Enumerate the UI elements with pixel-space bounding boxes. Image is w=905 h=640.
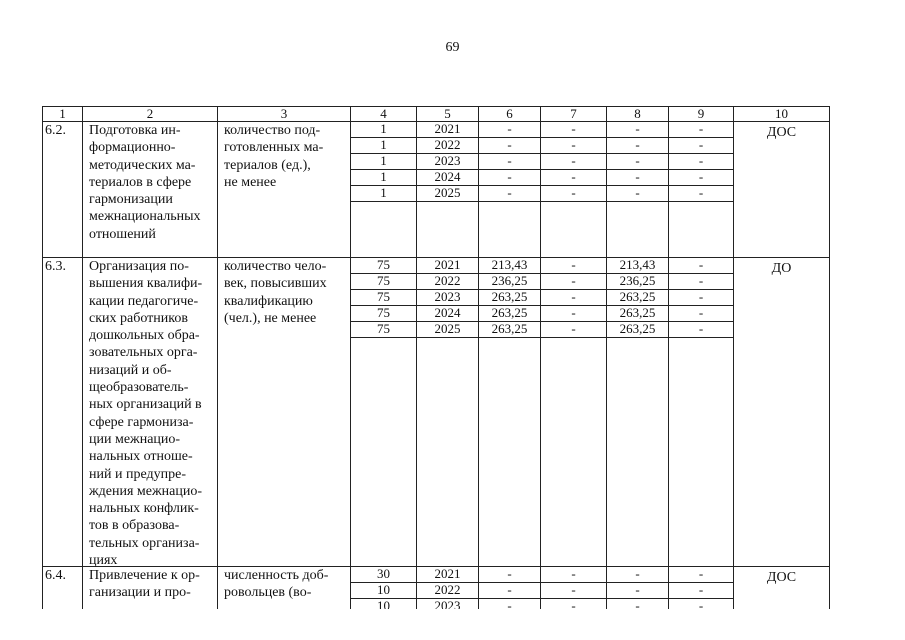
year-column [417,122,479,257]
plan-value: - [479,154,540,170]
col8-value: - [607,170,668,186]
header-cell: 1 [43,107,83,121]
col9-value: - [669,170,733,186]
row-number: 6.3. [43,258,83,566]
plan-value: - [479,138,540,154]
target-value: 1 [351,186,416,202]
header-cell: 7 [541,107,607,121]
col9-value: - [669,599,733,609]
header-cell: 4 [351,107,417,121]
year-value: 2022 [417,138,478,154]
col9-value: - [669,186,733,202]
year-column [417,567,479,609]
responsible-executor: ДОС [766,125,797,140]
row-number: 6.2. [43,122,83,257]
plan-value: 236,25 [479,274,540,290]
col7-value: - [541,258,606,274]
col9-value: - [669,583,733,599]
row-number: 6.4. [43,567,83,609]
plan-column [479,122,541,257]
col8-column [607,567,669,609]
year-value: 2024 [417,170,478,186]
year-value: 2023 [417,154,478,170]
plan-value: - [479,583,540,599]
col8-value: - [607,186,668,202]
target-value: 75 [351,322,416,338]
header-cell: 5 [417,107,479,121]
col8-value: 236,25 [607,274,668,290]
plan-value: - [479,186,540,202]
activity-name: Подготовка ин- формационно- методических ма- териалов в сфере гармонизации межнациональных отношений [83,122,218,257]
year-value: 2025 [417,186,478,202]
program-table [42,106,830,609]
target-value: 30 [351,567,416,583]
table-row [43,258,829,567]
activity-name: Организация по- вышения квалифи- кации педагогиче- ских работников дошкольных обра- зовательных орга- низаций и об- щеобразователь- ных организаций в сфере гармониза- ции межнацио- нальных отноше- ний и предупре- ждения межнацио- нальных конфлик- тов в образова- тельных организа- циях [83,258,218,566]
target-value: 75 [351,258,416,274]
target-value: 75 [351,306,416,322]
activity-name: Привлечение к ор- ганизации и про- [83,567,218,609]
header-cell: 2 [83,107,218,121]
header-cell: 9 [669,107,734,121]
responsible-executor: ДО [771,261,792,276]
col7-value: - [541,322,606,338]
col8-value: - [607,122,668,138]
target-value: 1 [351,138,416,154]
col8-value: 263,25 [607,290,668,306]
col8-value: - [607,138,668,154]
col9-column [669,122,734,257]
col9-column [669,567,734,609]
col7-value: - [541,290,606,306]
header-cell: 6 [479,107,541,121]
indicator-text: численность доб- ровольцев (во- [218,567,351,609]
target-value: 1 [351,154,416,170]
target-value: 1 [351,122,416,138]
col7-column [541,258,607,566]
plan-value: 263,25 [479,290,540,306]
year-value: 2025 [417,322,478,338]
year-value: 2021 [417,567,478,583]
col9-value: - [669,306,733,322]
col9-value: - [669,258,733,274]
target-value: 10 [351,583,416,599]
table-header-row [43,107,829,122]
col9-value: - [669,322,733,338]
col9-column [669,258,734,566]
col7-value: - [541,306,606,322]
target-column [351,567,417,609]
target-value: 1 [351,170,416,186]
plan-value: 263,25 [479,322,540,338]
target-value: 75 [351,290,416,306]
col8-column [607,258,669,566]
col7-column [541,567,607,609]
col9-value: - [669,122,733,138]
col7-value: - [541,122,606,138]
col7-value: - [541,583,606,599]
plan-value: - [479,599,540,609]
col8-value: - [607,599,668,609]
col9-value: - [669,290,733,306]
col8-value: - [607,154,668,170]
year-value: 2023 [417,290,478,306]
col8-value: - [607,567,668,583]
table-row [43,567,829,609]
col8-value: 263,25 [607,306,668,322]
col8-value: 263,25 [607,322,668,338]
col7-value: - [541,186,606,202]
responsible-executor: ДОС [766,570,797,585]
indicator-text: количество под- готовленных ма- териалов (ед.), не менее [218,122,351,257]
indicator-text: количество чело- век, повысивших квалификацию (чел.), не менее [218,258,351,566]
plan-column [479,567,541,609]
year-column [417,258,479,566]
col7-value: - [541,599,606,609]
header-cell: 3 [218,107,351,121]
year-value: 2024 [417,306,478,322]
year-value: 2022 [417,274,478,290]
col7-value: - [541,567,606,583]
year-value: 2022 [417,583,478,599]
target-value: 75 [351,274,416,290]
col9-value: - [669,274,733,290]
col8-value: 213,43 [607,258,668,274]
plan-value: - [479,567,540,583]
plan-column [479,258,541,566]
page-number: 69 [445,40,460,55]
year-value: 2023 [417,599,478,609]
table-row [43,122,829,258]
col7-value: - [541,274,606,290]
year-value: 2021 [417,122,478,138]
col7-value: - [541,170,606,186]
col9-value: - [669,567,733,583]
target-column [351,122,417,257]
col7-value: - [541,138,606,154]
plan-value: - [479,122,540,138]
col7-value: - [541,154,606,170]
col9-value: - [669,154,733,170]
col8-column [607,122,669,257]
col9-value: - [669,138,733,154]
target-column [351,258,417,566]
col7-column [541,122,607,257]
year-value: 2021 [417,258,478,274]
plan-value: - [479,170,540,186]
plan-value: 263,25 [479,306,540,322]
col8-value: - [607,583,668,599]
plan-value: 213,43 [479,258,540,274]
header-cell: 10 [775,106,788,121]
header-cell: 8 [607,107,669,121]
target-value: 10 [351,599,416,609]
